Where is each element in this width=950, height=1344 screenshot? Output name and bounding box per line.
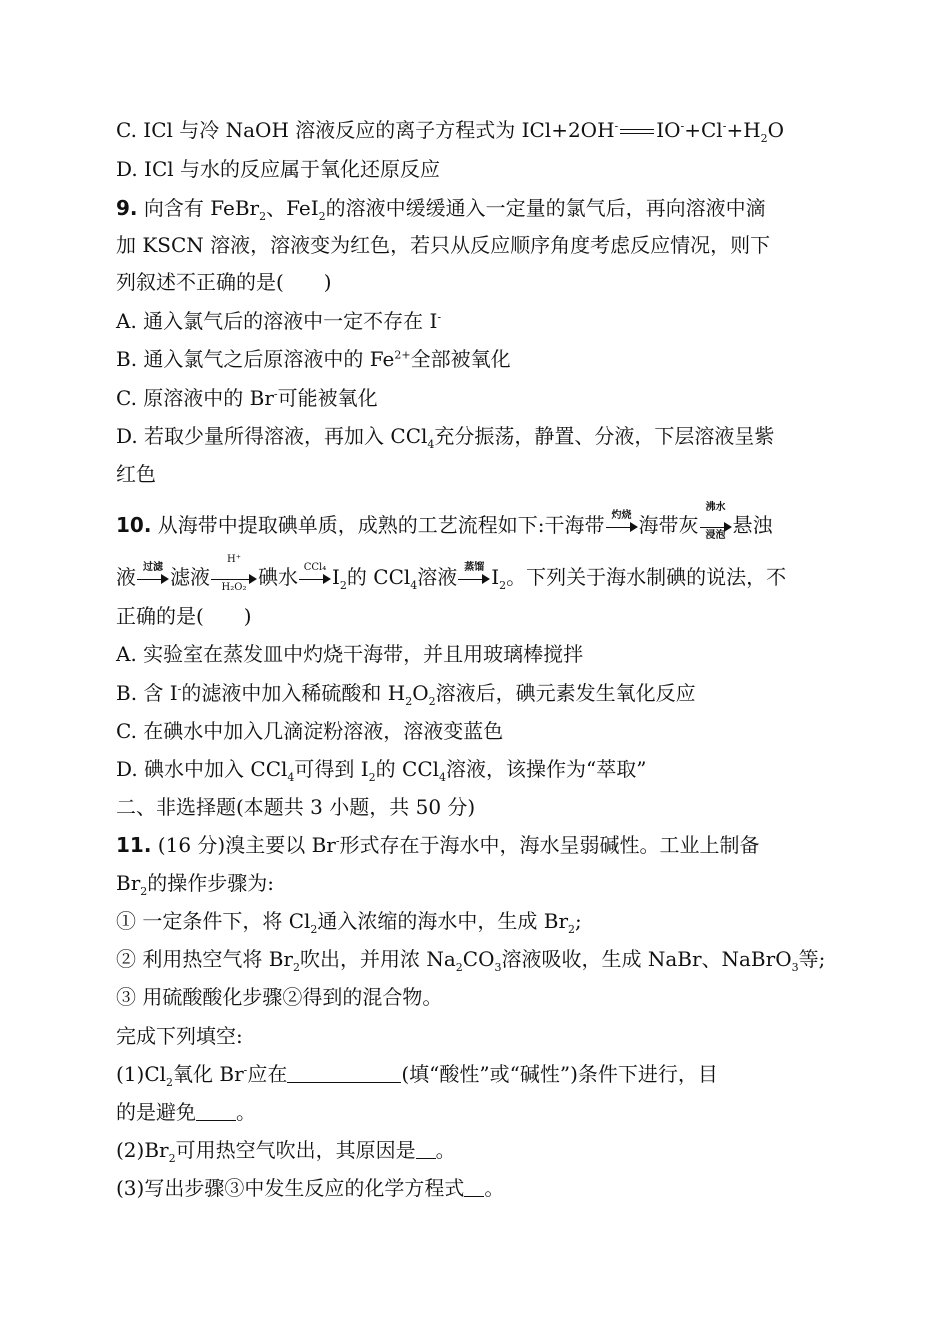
q10-stem-line1: 10. 从海带中提取碘单质，成熟的工艺流程如下:干海带 灼烧 海带灰 沸水 浸泡 悬浊 xyxy=(116,501,773,541)
answer-blank[interactable] xyxy=(287,1064,401,1083)
q9-option-c: C. 原溶液中的 Br-可能被氧化 xyxy=(116,386,378,410)
q11-stem-line2: $Br_2$的操作步骤为: xyxy=(116,871,275,898)
q9-stem-line2: 加 KSCN 溶液，溶液变为红色，若只从反应顺序角度考虑反应情况，则下 xyxy=(116,233,771,257)
q9-option-b: B. 通入氯气之后原溶液中的 $Fe^{2+}$全部被氧化 xyxy=(116,347,511,371)
q10-stem-line2: 液 过滤 滤液 $\frac{H^+}{\text{H₂O₂}}$ 碘水 CCl₄ $I_2$的 CCl$_4$溶液 蒸馏 $I_2$。下列关于海水制碘的说法，不 xyxy=(116,553,787,593)
q10-stem-line3: 正确的是( ) xyxy=(116,604,252,628)
q8-option-d: D. ICl 与水的反应属于氧化还原反应 xyxy=(116,157,440,181)
q9-stem-line1: 9. 向含有 FeBr$_2$、FeI$_2$的溶液中缓缓通入一定量的氯气后，再向溶液中滴 xyxy=(116,196,766,223)
q11-part1-line2: 的是避免 。 xyxy=(116,1100,256,1124)
q11-step-2: ② 利用热空气将 $Br_2$吹出，并用浓 $Na_2CO_3$溶液吸收，生成 NaBr、NaBrO$_3$等; xyxy=(116,947,826,974)
q11-stem-line1: 11. (16 分)溴主要以 Br-形式存在于海水中，海水呈弱碱性。工业上制备 xyxy=(116,833,760,857)
reaction-arrow: 沸水 浸泡 xyxy=(700,514,732,540)
q11-step-3: ③ 用硫酸酸化步骤②得到的混合物。 xyxy=(116,985,443,1009)
q9-option-a: A. 通入氯气后的溶液中一定不存在 I- xyxy=(116,309,442,333)
q11-part2: $(2)Br_2$可用热空气吹出，其原因是 。 xyxy=(116,1138,456,1165)
q11-part3: (3)写出步骤③中发生反应的化学方程式 。 xyxy=(116,1176,505,1200)
equals-sign xyxy=(620,129,654,134)
q9-option-d-line2: 红色 xyxy=(116,462,156,486)
reaction-arrow: 蒸馏 xyxy=(458,566,490,592)
q9-option-d-line1: D. 若取少量所得溶液，再加入 CCl$_4$充分振荡，静置、分液，下层溶液呈紫 xyxy=(116,424,775,451)
reaction-arrow: 灼烧 xyxy=(606,514,638,540)
q11-step-1: ① 一定条件下，将 $Cl_2$通入浓缩的海水中，生成 $Br_2$; xyxy=(116,909,582,936)
reaction-arrow: CCl₄ xyxy=(299,566,331,592)
q10-option-a: A. 实验室在蒸发皿中灼烧干海带，并且用玻璃棒搅拌 xyxy=(116,642,584,666)
q10-option-c: C. 在碘水中加入几滴淀粉溶液，溶液变蓝色 xyxy=(116,719,504,743)
q9-stem-line3: 列叙述不正确的是( ) xyxy=(116,270,332,294)
q8-option-c: C. ICl 与冷 NaOH 溶液反应的离子方程式为 ICl+2OH- $IO^-+Cl^-+H_2O$ xyxy=(116,118,785,145)
q11-fill-instruction: 完成下列填空: xyxy=(116,1024,243,1048)
section-heading: 二、非选择题(本题共 3 小题，共 50 分) xyxy=(116,795,476,819)
reaction-arrow: 过滤 xyxy=(137,566,169,592)
answer-blank[interactable] xyxy=(464,1178,484,1197)
q10-option-d: D. 碘水中加入 CCl$_4$可得到 $I_2$的 CCl$_4$溶液，该操作为“萃取” xyxy=(116,757,647,784)
reaction-arrow: $\frac{H^+}{\text{H₂O₂}}$ xyxy=(211,566,257,592)
q10-option-b: B. 含 I-的滤液中加入稀硫酸和 $H_2O_2$溶液后，碘元素发生氧化反应 xyxy=(116,681,696,708)
answer-blank[interactable] xyxy=(416,1140,436,1159)
q11-part1-line1: $(1)Cl_2$氧化 Br-应在 (填“酸性”或“碱性”)条件下进行，目 xyxy=(116,1062,718,1089)
answer-blank[interactable] xyxy=(196,1102,236,1121)
